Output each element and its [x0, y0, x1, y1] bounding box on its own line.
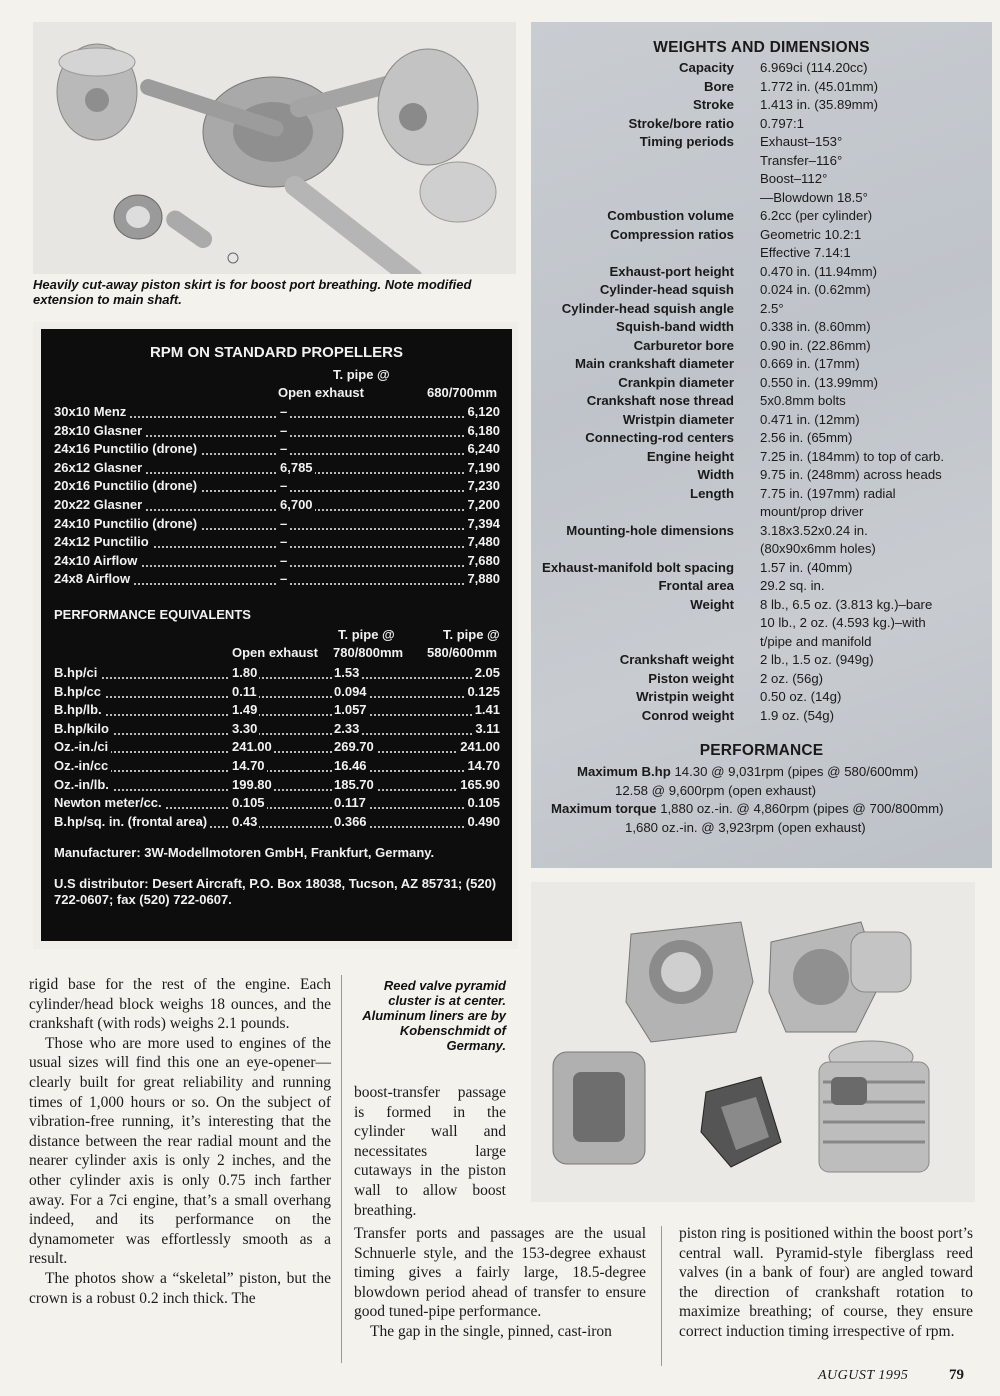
weights-label: Cylinder-head squish: [599, 282, 734, 297]
weights-label: Bore: [703, 78, 734, 94]
perf-open: 0.43: [232, 813, 258, 829]
weights-value-line: —Blowdown 18.5°: [760, 189, 868, 205]
weights-value-line: Transfer–116°: [760, 152, 843, 168]
performance-line: [615, 782, 816, 801]
perf-name: Oz.-in/cc: [54, 757, 111, 775]
distributor: U.S distributor: Desert Aircraft, P.O. Box 18038, Tucson, AZ 85731; (520) 722-0607; fax (520) 722-0607.: [54, 876, 497, 907]
perf-pipe-780: 0.366: [334, 813, 367, 829]
crankcase-photo: [531, 882, 975, 1202]
rpm-prop: 24x10 Airflow: [54, 552, 140, 570]
perf-head-a: T. pipe @: [338, 627, 395, 642]
perf-pipe-780: 1.057: [334, 702, 367, 718]
weights-value-line: 1.413 in. (35.89mm): [760, 97, 879, 112]
weights-label: Main crankshaft diameter: [574, 356, 734, 371]
weights-value-line: 2 oz. (56g): [760, 670, 824, 686]
perf-open: 241.00: [232, 739, 272, 755]
perf-pipe-580: 1.41: [472, 701, 500, 719]
perf-pipe-780: 269.70: [334, 739, 374, 755]
perf-name: B.hp/ci: [54, 664, 100, 682]
rpm-title: RPM ON STANDARD PROPELLERS: [149, 344, 404, 361]
weights-value: [760, 337, 990, 356]
perf-pipe-780: 16.46: [334, 758, 367, 773]
weights-value: [760, 707, 990, 726]
rpm-row: [54, 570, 500, 588]
manufacturer: Manufacturer: 3W-Modellmotoren GmbH, Frankfurt, Germany.: [54, 845, 435, 860]
body-column-3: [679, 1224, 973, 1342]
perf-pipe-580: 165.90: [457, 776, 500, 794]
body-column-2: [354, 1224, 646, 1342]
weights-value: [760, 448, 990, 467]
weights-label: Connecting-rod centers: [585, 430, 734, 445]
weights-value-line: 0.669 in. (17mm): [760, 356, 860, 371]
performance-value: 1,680 oz.-in. @ 3,923rpm (open exhaust): [625, 819, 866, 835]
col1-paragraph-2: Those who are more used to engines of the usual sizes will find this one an eye-opener—clearly built for great reliability and running times of 1,000 hours or so. On the subject of vibration-free running, it’s interesting that the distance between the rear radial mount and the nearer cylinder axis is only 2 inches, and the other cylinder axis is only 0.75 inch farther away. For a 7ci engine, that’s a small overhang indeed, and its performance on the dynamometer was effortlessly smooth as a result.: [29, 1034, 331, 1268]
rpm-prop: 28x10 Glasner: [54, 422, 145, 440]
rpm-open-exhaust: –: [280, 441, 288, 457]
weights-label: Wristpin diameter: [622, 411, 734, 427]
rpm-tpipe: 6,240: [464, 440, 500, 458]
perf-open: 1.80: [232, 665, 258, 680]
perf-pipe-580: 3.11: [472, 720, 500, 738]
rpm-open-exhaust: 6,700: [280, 497, 313, 512]
rpm-col-head-pipe: 680/700mm: [427, 385, 498, 400]
perf-open: 199.80: [232, 776, 272, 792]
weights-value-line: 7.25 in. (184mm) to top of carb.: [760, 448, 944, 464]
weights-label: Compression ratios: [610, 226, 734, 242]
weights-value: [760, 96, 990, 115]
weights-value-line: 5x0.8mm bolts: [760, 393, 846, 408]
perf-leader-dots: [54, 715, 500, 735]
perf-open: 14.70: [232, 758, 265, 773]
weights-label: Squish-band width: [616, 319, 734, 334]
perf-open: 0.11: [232, 683, 257, 699]
weights-label: Frontal area: [658, 578, 734, 593]
weights-label: Exhaust-manifold bolt spacing: [542, 559, 734, 575]
perf-col1: Open exhaust: [232, 645, 318, 660]
weights-label: Stroke: [692, 97, 734, 112]
weights-dimensions-panel: [531, 22, 992, 868]
weights-value-line: 6.2cc (per cylinder): [760, 208, 873, 223]
perf-pipe-780: 0.117: [334, 795, 366, 811]
perf-col2: 780/800mm: [333, 645, 404, 660]
weights-value-line: Boost–112°: [760, 171, 828, 186]
weights-value: [760, 485, 990, 522]
weights-value: [760, 670, 990, 689]
perf-leader-dots: [54, 659, 500, 679]
weights-value-line: 0.338 in. (8.60mm): [760, 319, 871, 334]
weights-value: [760, 59, 990, 78]
performance-label: Maximum B.hp: [577, 764, 671, 779]
weights-value-line: 2.56 in. (65mm): [760, 430, 853, 445]
weights-label: Carburetor bore: [633, 337, 734, 353]
perf-name: Oz.-in./ci: [54, 738, 111, 756]
weights-value-line: Effective 7.14:1: [760, 245, 851, 260]
weights-label: Wristpin weight: [636, 689, 734, 704]
perf-name: B.hp/sq. in. (frontal area): [54, 813, 210, 831]
perf-name: Oz.-in/lb.: [54, 776, 112, 794]
weights-label: Crankshaft weight: [619, 652, 734, 667]
weights-value-line: Geometric 10.2:1: [760, 226, 862, 242]
perf-name: B.hp/kilo: [54, 720, 112, 738]
perf-name: Newton meter/cc.: [54, 794, 165, 812]
photo1-caption: Heavily cut-away piston skirt is for boost port breathing. Note modified extension to main shaft.: [33, 277, 472, 307]
perf-pipe-580: 0.490: [464, 813, 500, 831]
weights-value: [760, 300, 990, 319]
weights-value-line: (80x90x6mm holes): [760, 541, 876, 556]
weights-value: [760, 651, 990, 670]
rpm-tpipe: 6,180: [464, 422, 500, 440]
rpm-prop: 30x10 Menz: [54, 403, 129, 421]
photo2-caption: Reed valve pyramid cluster is at center. Aluminum liners are by Kobenschmidt of Germany.: [362, 978, 506, 1053]
weights-title: WEIGHTS AND DIMENSIONS: [653, 39, 870, 56]
weights-value-line: 2 lb., 1.5 oz. (949g): [760, 652, 874, 667]
perf-leader-dots: [54, 678, 500, 698]
weights-value: [760, 281, 990, 300]
weights-value-line: 0.550 in. (13.99mm): [760, 374, 879, 390]
weights-label: Capacity: [679, 60, 734, 75]
crankshaft-photo: [33, 22, 516, 274]
rpm-open-exhaust: –: [280, 478, 288, 494]
perf-leader-dots: [54, 752, 500, 772]
weights-value-line: 9.75 in. (248mm) across heads: [760, 467, 942, 482]
weights-value-line: 3.18x3.52x0.24 in.: [760, 522, 868, 538]
performance-label: Maximum torque: [551, 801, 657, 816]
col2-paragraph-1a: boost-transfer passage is formed in the cylinder wall and necessitates large cutaways in the piston wall to allow boost breathing.: [354, 1084, 506, 1219]
perf-row: [54, 813, 500, 831]
footer-date: AUGUST 1995: [818, 1368, 909, 1383]
perf-leader-dots: [54, 696, 500, 716]
column-rule-1: [341, 975, 342, 1363]
rpm-prop: 24x12 Punctilio: [54, 533, 152, 551]
weights-value: [760, 596, 990, 652]
weights-label: Mounting-hole dimensions: [566, 522, 734, 538]
rpm-prop: 24x16 Punctilio (drone): [54, 440, 200, 458]
rpm-tpipe: 7,880: [464, 570, 500, 588]
weights-value-line: 8 lb., 6.5 oz. (3.813 kg.)–bare: [760, 596, 933, 612]
weights-label: Crankpin diameter: [618, 374, 734, 390]
weights-value-line: 0.90 in. (22.86mm): [760, 337, 871, 353]
rpm-prop: 24x8 Airflow: [54, 570, 133, 588]
perf-open: 1.49: [232, 702, 258, 718]
weights-label: Combustion volume: [607, 208, 734, 223]
rpm-open-exhaust: –: [280, 552, 288, 568]
perf-pipe-580: 241.00: [457, 738, 500, 756]
weights-label: Weight: [690, 596, 734, 612]
perf-name: B.hp/cc: [54, 683, 104, 701]
weights-value: [760, 115, 990, 134]
rpm-tpipe: 7,230: [464, 477, 500, 495]
weights-value-line: 0.471 in. (12mm): [760, 411, 860, 427]
weights-value-line: 0.024 in. (0.62mm): [760, 282, 871, 297]
weights-value-line: 10 lb., 2 oz. (4.593 kg.)–with: [760, 615, 926, 630]
body-column-1: [29, 975, 331, 1308]
rpm-prop: 20x22 Glasner: [54, 496, 145, 514]
weights-value-line: mount/prop driver: [760, 504, 864, 519]
weights-value-line: 6.969ci (114.20cc): [760, 60, 868, 75]
perf-leader-dots: [54, 733, 500, 753]
perf-equivalents-title: PERFORMANCE EQUIVALENTS: [54, 607, 251, 622]
weights-label: Width: [697, 467, 734, 482]
weights-value: [760, 466, 990, 485]
rpm-open-exhaust: –: [280, 571, 288, 587]
weights-label: Conrod weight: [641, 707, 734, 723]
weights-value: [760, 392, 990, 411]
rpm-col-head-open: Open exhaust: [278, 385, 364, 400]
weights-value-line: 1.772 in. (45.01mm): [760, 78, 879, 94]
rpm-open-exhaust: –: [280, 404, 288, 419]
perf-name: B.hp/lb.: [54, 701, 105, 719]
col1-paragraph-3: The photos show a “skeletal” piston, but the crown is a robust 0.2 inch thick. The: [29, 1269, 331, 1307]
weights-value-line: 2.5°: [760, 300, 784, 316]
perf-pipe-780: 0.094: [334, 683, 367, 699]
performance-line: [625, 819, 866, 838]
weights-value-line: t/pipe and manifold: [760, 633, 872, 649]
rpm-tpipe: 7,480: [464, 533, 500, 551]
weights-label: Length: [690, 485, 734, 501]
weights-value: [760, 374, 990, 393]
perf-pipe-580: 0.125: [464, 683, 500, 701]
perf-pipe-780: 1.53: [334, 665, 360, 680]
weights-label: Engine height: [646, 448, 734, 464]
weights-label: Stroke/bore ratio: [628, 115, 734, 131]
performance-title: PERFORMANCE: [699, 742, 824, 759]
rpm-tpipe: 7,680: [464, 552, 500, 570]
body-column-2-narrow: [354, 1083, 506, 1220]
perf-col3: 580/600mm: [427, 645, 498, 660]
rpm-tpipe: 7,394: [464, 515, 500, 533]
weights-value: [760, 355, 990, 374]
rpm-open-exhaust: –: [280, 422, 288, 438]
col2-paragraph-2: The gap in the single, pinned, cast-iron: [370, 1322, 612, 1340]
weights-label: Exhaust-port height: [609, 263, 734, 279]
rpm-tpipe: 7,200: [464, 496, 500, 514]
perf-pipe-580: 2.05: [472, 664, 500, 682]
rpm-col-head-top: T. pipe @: [333, 367, 390, 382]
weights-value: [760, 78, 990, 97]
weights-label: Piston weight: [648, 670, 734, 686]
rpm-tpipe: 6,120: [464, 403, 500, 421]
weights-value: [760, 577, 990, 596]
weights-value-line: 7.75 in. (197mm) radial: [760, 485, 896, 501]
weights-value-line: 0.797:1: [760, 115, 804, 131]
rpm-prop: 24x10 Punctilio (drone): [54, 515, 200, 533]
weights-value: [760, 263, 990, 282]
weights-value-line: 29.2 sq. in.: [760, 578, 825, 593]
weights-value: [760, 318, 990, 337]
col1-paragraph-1: rigid base for the rest of the engine. Each cylinder/head block weighs 18 ounces, and the crankshaft (with rods) weighs 2.1 pounds.: [29, 976, 331, 1033]
perf-head-b: T. pipe @: [443, 627, 500, 642]
weights-value-line: Exhaust–153°: [760, 134, 843, 149]
performance-value: 14.30 @ 9,031rpm (pipes @ 580/600mm): [674, 764, 919, 779]
weights-value-line: 1.57 in. (40mm): [760, 559, 853, 575]
column-rule-2: [661, 1226, 662, 1366]
perf-pipe-580: 0.105: [464, 794, 500, 812]
weights-label: Cylinder-head squish angle: [561, 300, 734, 316]
weights-value: [760, 411, 990, 430]
perf-open: 0.105: [232, 795, 265, 811]
perf-pipe-780: 2.33: [334, 720, 360, 736]
rpm-tpipe: 7,190: [464, 459, 500, 477]
col2-paragraph-1b: Transfer ports and passages are the usual Schnuerle style, and the 153-degree exhaust timing gives a fairly large, 18.5-degree blowdown period ahead of transfer to ensure good tuned-pipe performance.: [354, 1225, 646, 1321]
weights-value: [760, 133, 990, 207]
weights-value: [760, 522, 990, 559]
weights-value-line: 1.9 oz. (54g): [760, 707, 835, 723]
weights-value-line: 0.470 in. (11.94mm): [760, 263, 878, 279]
col3-paragraph-1: piston ring is positioned within the boost port’s central wall. Pyramid-style fiberglass reed valves (in a bank of four) are angled toward the direction of crankshaft rotation to maximize breathing; of course, they ensure correct induction timing irrespective of rpm.: [679, 1225, 973, 1340]
weights-label: Crankshaft nose thread: [586, 393, 734, 408]
performance-line: [551, 800, 944, 819]
rpm-open-exhaust: –: [280, 534, 288, 550]
weights-label: Timing periods: [639, 134, 734, 149]
rpm-open-exhaust: 6,785: [280, 459, 313, 475]
weights-value-line: 0.50 oz. (14g): [760, 689, 842, 704]
rpm-open-exhaust: –: [280, 515, 288, 531]
footer-page-number: 79: [949, 1367, 964, 1383]
weights-value: [760, 429, 990, 448]
rpm-prop: 20x16 Punctilio (drone): [54, 477, 200, 495]
perf-open: 3.30: [232, 720, 258, 736]
perf-pipe-580: 14.70: [464, 757, 500, 775]
performance-value: 1,880 oz.-in. @ 4,860rpm (pipes @ 700/800mm): [660, 801, 944, 816]
performance-line: [577, 763, 918, 782]
weights-value: [760, 226, 990, 263]
perf-leader-dots: [54, 771, 500, 791]
weights-value: [760, 559, 990, 578]
weights-value: [760, 688, 990, 707]
perf-pipe-780: 185.70: [334, 776, 374, 792]
weights-value: [760, 207, 990, 226]
performance-value: 12.58 @ 9,600rpm (open exhaust): [615, 782, 817, 798]
rpm-prop: 26x12 Glasner: [54, 459, 145, 477]
